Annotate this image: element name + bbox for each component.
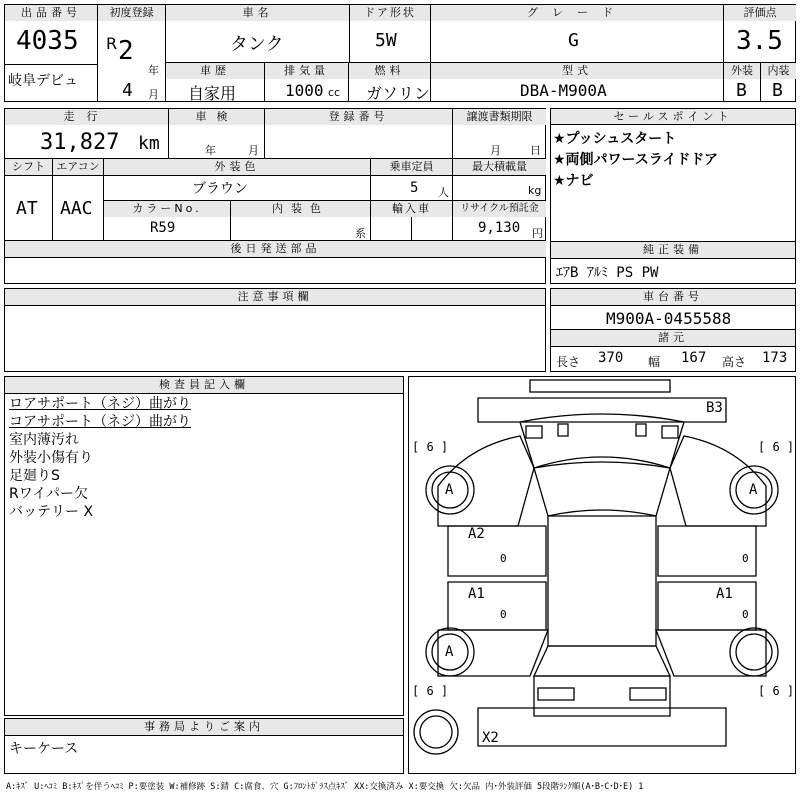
era: R	[106, 34, 118, 53]
inspector-item-3: 室内薄汚れ	[9, 432, 79, 448]
lot-label: 出品番号	[5, 5, 97, 21]
dims-label: 諸元	[551, 330, 795, 346]
shift: AT	[16, 198, 38, 219]
recycle-amount: 9,130	[478, 220, 521, 236]
car-name: タンク	[230, 34, 284, 55]
inspector-item-4: 外装小傷有り	[9, 450, 93, 466]
inspection-month-unit: 月	[248, 144, 259, 157]
selling-points-label: セールスポイント	[551, 109, 795, 125]
seats: 5	[410, 180, 419, 196]
month-unit: 月	[148, 88, 159, 101]
tire-tread-tr: [ 6 ]	[758, 440, 795, 454]
shift-label: シフト	[5, 159, 52, 175]
ac: AAC	[60, 198, 93, 219]
mark-front-left-tire: A	[445, 482, 454, 498]
later-parts-label: 後日発送部品	[5, 241, 546, 257]
mileage: 31,827	[40, 130, 120, 155]
seats-unit: 人	[438, 186, 449, 199]
exterior-label: 外装	[724, 63, 760, 79]
score: 3.5	[736, 26, 783, 56]
exterior-color: ブラウン	[192, 181, 248, 197]
interior-label: 内装	[761, 63, 796, 79]
inspector-item-6: Rワイパー欠	[9, 486, 89, 502]
tire-tread-br: [ 6 ]	[758, 684, 795, 698]
chassis-number: M900A-0455588	[606, 309, 732, 328]
door-type: 5W	[375, 30, 397, 51]
grade-label: グレード	[431, 5, 723, 21]
office-text: キーケース	[9, 741, 79, 757]
interior-color-label: 内装色	[231, 201, 370, 217]
color-label: 外装色	[104, 159, 370, 175]
history: 自家用	[188, 84, 237, 103]
width: 167	[681, 350, 707, 366]
door-label: ドア形状	[350, 5, 430, 21]
width-label: 幅	[648, 355, 661, 369]
notes-label: 注意事項欄	[5, 289, 545, 305]
interior-grade: B	[772, 80, 783, 101]
mark-a2: A2	[468, 526, 485, 542]
office-label: 事務局よりご案内	[5, 719, 403, 735]
reg-month: 4	[122, 80, 133, 101]
car-damage-diagram	[408, 376, 796, 774]
venue: 岐阜デビュ	[8, 73, 78, 89]
legend: A:ｷｽﾞ U:ﾍｺﾐ B:ｷｽﾞを伴うﾍｺﾐ P:要塗装 W:補修跡 S:錆 C:腐食、穴 G:ﾌﾛﾝﾄｶﾞﾗｽ点ｷｽﾞ XX:交換済み X:要交換 欠:欠品 内･外装評価 5段階ﾗﾝｸ順(A･B･C･D･E) 1	[6, 782, 644, 792]
height: 173	[762, 350, 788, 366]
inspection-year-unit: 年	[205, 144, 216, 157]
history-label: 車歴	[166, 63, 264, 79]
mark-x2: X2	[482, 730, 499, 746]
mark-front-right-tire: A	[749, 482, 758, 498]
length: 370	[598, 350, 624, 366]
mark-a1-right: A1	[716, 586, 733, 602]
inspector-label: 検査員記入欄	[5, 377, 403, 393]
mark-zero-4: 0	[742, 608, 749, 621]
inspector-item-1: ロアサポート（ネジ）曲がり	[9, 396, 191, 412]
tire-tread-tl: [ 6 ]	[412, 440, 449, 454]
ac-label: エアコン	[53, 159, 103, 175]
year-unit: 年	[148, 64, 159, 77]
mark-b3: B3	[706, 400, 723, 416]
fuel: ガソリン	[366, 84, 431, 103]
color-no: R59	[150, 220, 176, 236]
lot-number: 4035	[16, 26, 79, 56]
model: DBA-M900A	[520, 81, 607, 100]
score-label: 評価点	[724, 5, 796, 21]
model-label: 型式	[431, 63, 723, 79]
load-unit: kg	[528, 184, 542, 197]
displacement: 1000	[285, 81, 324, 100]
mark-rear-left-tire: A	[445, 644, 454, 660]
inspector-item-5: 足廻りS	[9, 468, 60, 484]
inspector-notes	[9, 395, 191, 521]
recycle-unit: 円	[532, 227, 543, 240]
mark-zero-2: 0	[742, 552, 749, 565]
load-label: 最大積載量	[453, 159, 546, 175]
seats-label: 乗車定員	[371, 159, 452, 175]
equipment: ｴｱB ｱﾙﾐ PS PW	[556, 265, 659, 281]
mark-zero-3: 0	[500, 608, 507, 621]
interior-color-unit: 系	[355, 227, 366, 240]
exterior-grade: B	[736, 80, 747, 101]
displacement-label: 排気量	[265, 63, 348, 79]
mark-zero-1: 0	[500, 552, 507, 565]
recycle-label: リサイクル預託金	[453, 201, 546, 217]
selling-point-2: ★両側パワースライドドア	[553, 152, 719, 168]
selling-point-3: ★ナビ	[553, 173, 594, 189]
displacement-unit: cc	[328, 86, 341, 99]
transfer-label: 譲渡書類期限	[453, 109, 546, 125]
inspection-label: 車検	[169, 109, 264, 125]
inspector-item-2: コアサポート（ネジ）曲がり	[9, 414, 191, 430]
selling-points-list	[553, 130, 718, 190]
chassis-label: 車台番号	[551, 289, 795, 305]
color-no-label: カラーNo.	[104, 201, 230, 217]
length-label: 長さ	[556, 355, 581, 369]
selling-point-1: ★プッシュスタート	[553, 131, 677, 147]
grade: G	[568, 30, 579, 51]
fuel-label: 燃料	[349, 63, 430, 79]
import-label: 輸入車	[371, 201, 452, 217]
mileage-unit: km	[138, 133, 160, 154]
transfer-day-unit: 日	[530, 144, 541, 157]
transfer-month-unit: 月	[490, 144, 501, 157]
reg-year: 2	[118, 36, 134, 66]
mark-a1-left: A1	[468, 586, 485, 602]
mileage-label: 走行	[5, 109, 168, 125]
first-reg-label: 初度登録	[98, 5, 165, 21]
inspector-item-7: バッテリー X	[9, 504, 94, 520]
registration-label: 登録番号	[265, 109, 452, 125]
tire-tread-bl: [ 6 ]	[412, 684, 449, 698]
car-name-label: 車名	[166, 5, 349, 21]
equipment-label: 純正装備	[551, 242, 795, 258]
height-label: 高さ	[722, 355, 747, 369]
